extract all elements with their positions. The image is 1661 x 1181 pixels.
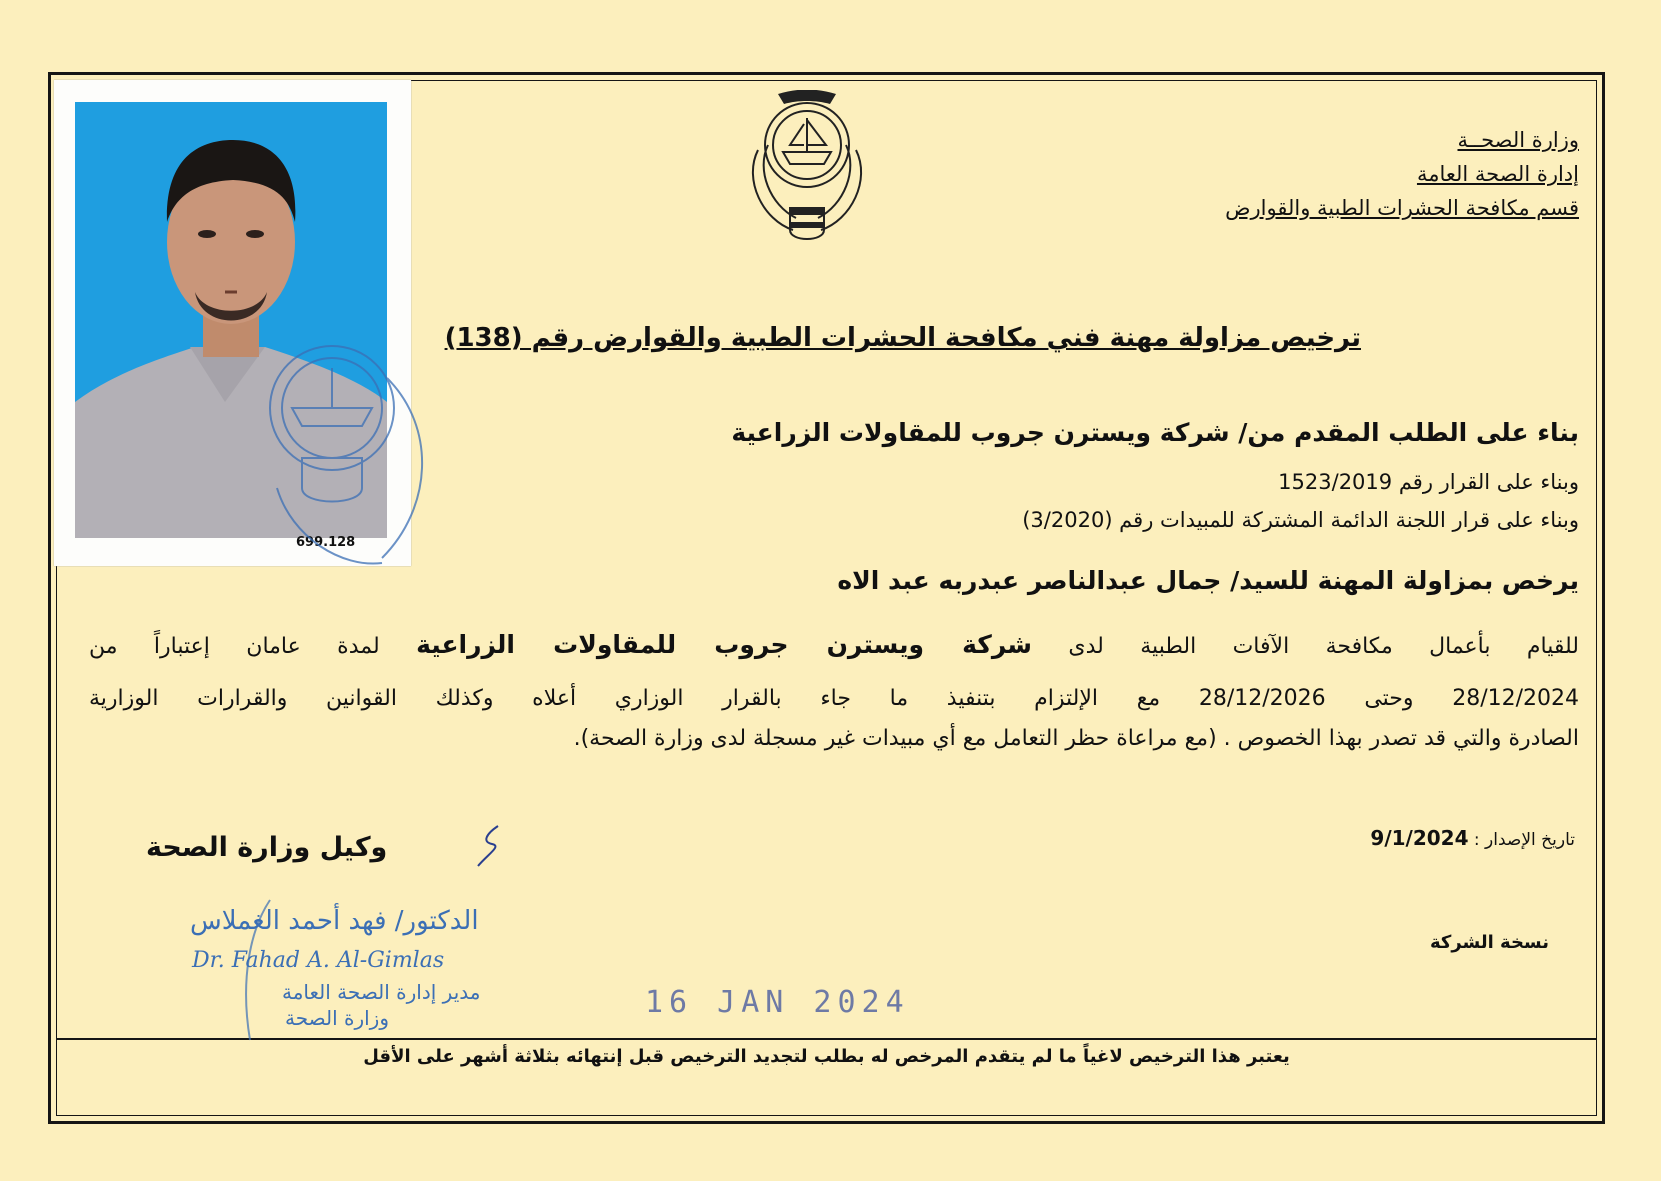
paragraph-line-3: الصادرة والتي قد تصدر بهذا الخصوص . (مع مراعاة حظر التعامل مع أي مبيدات غير مسجلة لدى وزارة الصحة). [573,726,1579,751]
ministry-header [1225,123,1579,225]
stamp-name-en: Dr. Fahad A. Al-Gimlas [192,948,445,973]
section-name: قسم مكافحة الحشرات الطبية والقوارض [1225,196,1579,220]
received-date-stamp: 16 JAN 2024 [645,985,910,1020]
handwritten-signature-icon [468,820,518,870]
stamp-name-ar: الدكتور/ فهد أحمد الغملاس [190,906,479,936]
ministry-name: وزارة الصحــة [1457,128,1579,152]
stamp-role-2: وزارة الصحة [285,1006,389,1030]
state-emblem-icon [738,90,876,250]
signatory-title: وكيل وزارة الصحة [146,832,388,863]
paragraph-line-2: 28/12/2024 وحتى 28/12/2026 مع الإلتزام بتنفيذ ما جاء بالقرار الوزاري أعلاه وكذلك القوانين والقرارات الوزارية [89,686,1580,711]
paragraph-line-1-start: للقيام بأعمال مكافحة الآفات الطبية لدى [1068,634,1579,659]
issue-date-block [1370,826,1575,850]
copy-label: نسخة الشركة [1429,932,1549,953]
stamp-role-1: مدير إدارة الصحة العامة [282,980,481,1004]
signature-stroke-icon [210,890,290,1050]
paragraph-line-1-end: لمدة عامان إعتباراً من [89,634,380,659]
department-name: إدارة الصحة العامة [1416,162,1579,186]
request-line: بناء على الطلب المقدم من/ شركة ويسترن جروب للمقاولات الزراعية [731,418,1579,447]
official-seal-stamp-icon [262,338,442,588]
footer-note: يعتبر هذا الترخيص لاغياً ما لم يتقدم المرخص له بطلب لتجديد الترخيص قبل إنتهائه بثلاثة أشهر على الأقل [363,1046,1290,1067]
decision-line: وبناء على القرار رقم 1523/2019 [1278,470,1579,494]
company-name: شركة ويسترن جروب للمقاولات الزراعية [416,630,1032,659]
paragraph-line-1 [89,630,1579,659]
committee-line: وبناء على قرار اللجنة الدائمة المشتركة للمبيدات رقم (3/2020) [1022,508,1579,532]
issue-date-label: تاريخ الإصدار : [1473,830,1575,850]
photo-number: 699.128 [296,535,356,550]
licensee-line: يرخص بمزاولة المهنة للسيد/ جمال عبدالناصر عبدربه عبد الاه [837,566,1579,595]
license-title: ترخيص مزاولة مهنة فني مكافحة الحشرات الطبية والقوارض رقم (138) [444,323,1361,353]
issue-date: 9/1/2024 [1370,826,1469,850]
